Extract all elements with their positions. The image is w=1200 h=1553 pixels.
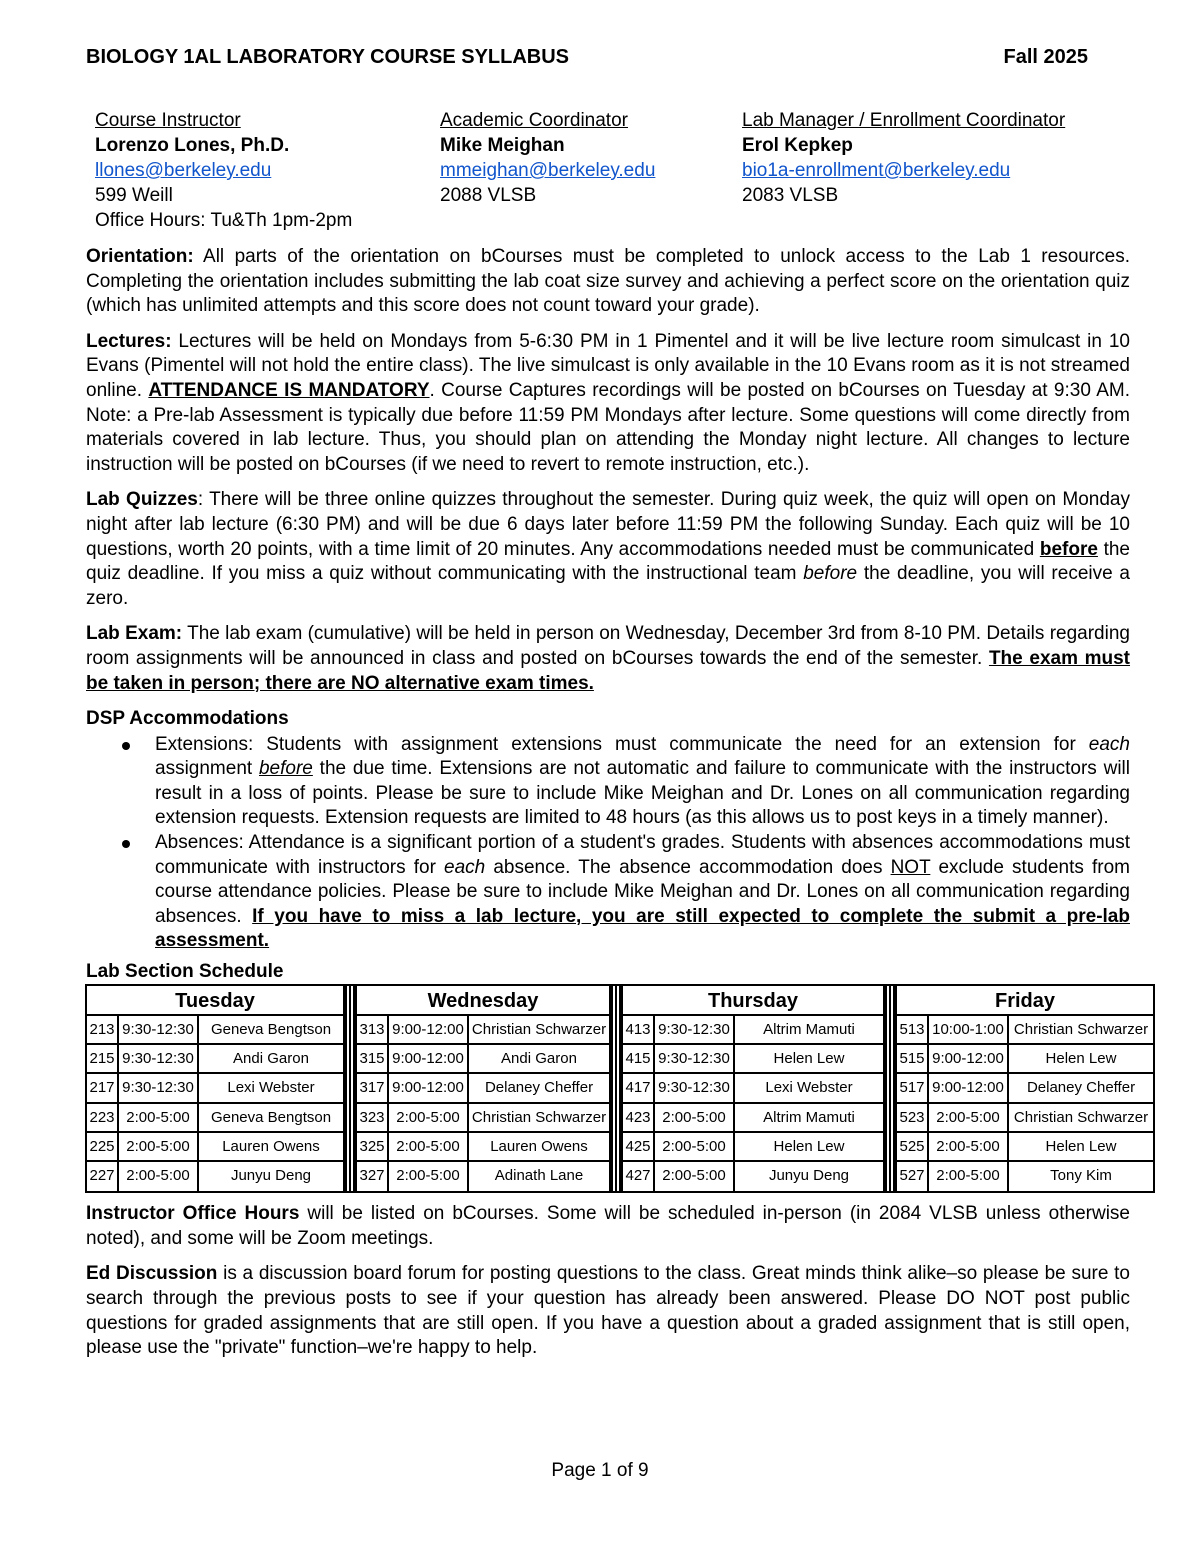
exam-heading: Lab Exam: [86,623,183,645]
list-item-extensions [86,733,1130,831]
section-instructor: Christian Schwarzer [1013,1021,1149,1039]
section-instructor: Helen Lew [773,1050,845,1068]
quizzes-text: : There will be three online quizzes throughout the semester. During quiz week, the quiz will open on Monday night after lab lecture (6:30 PM) and will be due 6 days later before 11:59 PM the following Sunday. Each quiz will be 10 questions, worth 20 points, with a time limit of 20 minutes. Any accommodations needed must be communicated [86,489,1130,560]
absences-each: each [444,856,486,878]
section-time: 2:00-5:00 [119,1104,199,1131]
section-time: 2:00-5:00 [655,1162,735,1191]
quizzes-heading: Lab Quizzes [86,489,198,511]
table-row [87,1104,343,1133]
section-number: 413 [623,1016,655,1043]
table-row [357,1045,609,1074]
schedule-day-2 [621,984,885,1193]
section-number: 317 [357,1074,389,1101]
quizzes-before-emph: before [1039,538,1098,560]
table-row [357,1104,609,1133]
ed-discussion-paragraph [86,1262,1130,1360]
extensions-before: before [258,758,313,780]
orientation-heading: Orientation: [86,246,194,267]
table-row [623,1016,883,1045]
day-separator [345,984,355,1193]
table-row [87,1133,343,1162]
dsp-list [86,733,1130,954]
section-time: 2:00-5:00 [389,1162,469,1191]
extensions-each: each [1088,733,1130,755]
table-row [897,1104,1153,1133]
schedule-heading: Lab Section Schedule [86,961,284,983]
section-number: 513 [897,1016,929,1043]
page-header [86,46,1088,72]
attendance-mandatory: ATTENDANCE IS MANDATORY [148,379,430,401]
section-number: 313 [357,1016,389,1043]
section-number: 523 [897,1104,929,1131]
section-instructor: Helen Lew [773,1137,845,1155]
section-time: 9:00-12:00 [389,1045,469,1072]
section-time: 2:00-5:00 [655,1104,735,1131]
section-number: 225 [87,1133,119,1160]
table-row [897,1133,1153,1162]
quizzes-before-italic: before [803,563,858,585]
section-number: 327 [357,1162,389,1191]
contact-office: 2083 VLSB [742,185,839,206]
section-number: 325 [357,1133,389,1160]
section-instructor: Lauren Owens [222,1137,320,1155]
coordinator-contact [440,108,655,208]
contact-name: Lorenzo Lones, Ph.D. [95,135,290,156]
section-number: 315 [357,1045,389,1072]
section-number: 423 [623,1104,655,1131]
contact-role: Course Instructor [95,110,241,131]
quizzes-text-cont: the quiz deadline. If you miss a quiz without communicating with the instructional team [86,538,1130,585]
section-instructor: Adinath Lane [494,1166,584,1184]
section-time: 2:00-5:00 [655,1133,735,1160]
table-row [897,1016,1153,1045]
day-header: Tuesday [87,986,343,1016]
section-time: 9:30-12:30 [655,1045,735,1072]
document-title: BIOLOGY 1AL LABORATORY COURSE SYLLABUS [86,46,570,68]
table-row [357,1074,609,1103]
section-instructor: Andi Garon [501,1050,577,1068]
section-instructor: Geneva Bengtson [210,1108,332,1126]
dsp-heading: DSP Accommodations [86,708,289,730]
section-instructor: Tony Kim [1050,1166,1112,1184]
day-header: Friday [897,986,1153,1016]
absences-text: Absences: Attendance is a significant portion of a student's grades. Students with absences accommodations must communicate with instructors for [155,832,1130,878]
section-time: 9:00-12:00 [389,1074,469,1101]
section-number: 215 [87,1045,119,1072]
section-time: 9:00-12:00 [929,1045,1009,1072]
section-time: 9:30-12:30 [655,1016,735,1043]
day-header: Wednesday [357,986,609,1016]
day-separator [885,984,895,1193]
section-time: 2:00-5:00 [389,1104,469,1131]
term-label: Fall 2025 [1003,46,1088,68]
section-time: 2:00-5:00 [929,1104,1009,1131]
exam-paragraph [86,622,1130,696]
section-number: 213 [87,1016,119,1043]
office-hours-paragraph [86,1202,1130,1251]
contact-office: 599 Weill [95,185,173,206]
section-number: 217 [87,1074,119,1101]
section-number: 417 [623,1074,655,1101]
office-hours-text: will be listed on bCourses. Some will be scheduled in-person (in 2084 VLSB unless otherwise noted), and some will be Zoom meetings. [86,1203,1130,1249]
section-number: 515 [897,1045,929,1072]
syllabus-body [86,245,1149,1372]
section-number: 527 [897,1162,929,1191]
section-instructor: Lexi Webster [227,1079,315,1097]
section-instructor: Lexi Webster [765,1079,853,1097]
lectures-text: Lectures will be held on Mondays from 5-6:30 PM in 1 Pimentel and it will be live lecture room simulcast in 10 Evans (Pimentel will not hold the entire class). The live simulcast is only available in the 10 Evans room as it is not streamed online. [86,330,1130,401]
exam-in-person-notice: The exam must be taken in person; there are NO alternative exam times. [86,647,1131,694]
section-instructor: Helen Lew [1045,1050,1117,1068]
quizzes-text-end: the deadline, you will receive a zero. [86,563,1130,609]
section-time: 2:00-5:00 [929,1162,1009,1191]
section-instructor: Lauren Owens [490,1137,588,1155]
section-number: 517 [897,1074,929,1101]
list-item-absences [86,831,1130,954]
section-instructor: Junyu Deng [230,1166,312,1184]
contact-email-link[interactable]: mmeighan@berkeley.edu [440,160,656,181]
section-instructor: Junyu Deng [768,1166,850,1184]
table-row [623,1074,883,1103]
schedule-day-3 [895,984,1155,1193]
table-row [357,1016,609,1045]
orientation-paragraph [86,245,1130,319]
table-row [357,1133,609,1162]
section-time: 2:00-5:00 [929,1133,1009,1160]
day-header: Thursday [623,986,883,1016]
orientation-text: All parts of the orientation on bCourses must be completed to unlock access to the Lab 1 resources. Completing the orientation includes submitting the lab coat size survey and achieving a perfect score on the orientation quiz (which has unlimited attempts and this score does not count toward your grade). [86,246,1130,317]
section-instructor: Christian Schwarzer [471,1108,607,1126]
table-row [87,1016,343,1045]
section-instructor: Altrim Mamuti [763,1108,855,1126]
contact-role: Lab Manager / Enrollment Coordinator [742,110,1066,131]
table-row [357,1162,609,1191]
table-row [623,1162,883,1191]
section-time: 2:00-5:00 [119,1162,199,1191]
extensions-text: Extensions: Students with assignment extensions must communicate the need for an extension for [155,733,1089,755]
section-time: 9:30-12:30 [119,1074,199,1101]
section-time: 2:00-5:00 [119,1133,199,1160]
section-number: 425 [623,1133,655,1160]
section-instructor: Delaney Cheffer [484,1079,594,1097]
lab-manager-contact [742,108,1065,208]
exam-text: The lab exam (cumulative) will be held in person on Wednesday, December 3rd from 8-10 PM. Details regarding room assignments will be announced in class and posted on bCourses towards the end of the semester. [86,623,1130,669]
lab-section-schedule [85,984,1161,1193]
office-hours-heading: Instructor Office Hours [86,1203,300,1225]
absences-not: NOT [890,856,931,878]
section-instructor: Altrim Mamuti [763,1021,855,1039]
table-row [87,1045,343,1074]
section-instructor: Geneva Bengtson [210,1021,332,1039]
page-number: Page 1 of 9 [551,1460,649,1481]
contact-name: Erol Kepkep [742,135,853,156]
section-number: 323 [357,1104,389,1131]
contact-office: 2088 VLSB [440,185,537,206]
absences-prelab-notice: If you have to miss a lab lecture, you are still expected to complete the submit a pre-lab assessment. [155,905,1130,952]
ed-discussion-heading: Ed Discussion [86,1263,218,1285]
table-row [87,1162,343,1191]
section-instructor: Helen Lew [1045,1137,1117,1155]
section-time: 10:00-1:00 [929,1016,1009,1043]
lectures-heading: Lectures: [86,330,172,352]
bullet-icon [122,742,130,750]
section-number: 223 [87,1104,119,1131]
contact-email-link[interactable]: bio1a-enrollment@berkeley.edu [742,160,1011,181]
section-time: 2:00-5:00 [389,1133,469,1160]
lectures-paragraph [86,330,1130,478]
absences-text-2: absence. The absence accommodation does [485,856,891,878]
absences-text-3: exclude students from course attendance policies. Please be sure to include Mike Meighan and Dr. Lones on all communication regarding absences. [155,856,1130,927]
section-time: 9:30-12:30 [655,1074,735,1101]
table-row [623,1104,883,1133]
extensions-text-2: assignment [155,758,259,780]
section-number: 427 [623,1162,655,1191]
table-row [897,1162,1153,1191]
section-instructor: Delaney Cheffer [1026,1079,1136,1097]
table-row [897,1074,1153,1103]
extensions-text-3: the due time. Extensions are not automatic and failure to communicate with the instructors will result in a loss of points. Please be sure to include Mike Meighan and Dr. Lones on all communication regarding extension requests. Extension requests are limited to 48 hours (as this allows us to post keys in a timely manner). [155,758,1130,829]
table-row [623,1133,883,1162]
contact-role: Academic Coordinator [440,110,628,131]
section-instructor: Christian Schwarzer [471,1021,607,1039]
section-number: 227 [87,1162,119,1191]
contact-name: Mike Meighan [440,135,565,156]
bullet-icon [122,840,130,848]
section-time: 9:30-12:30 [119,1045,199,1072]
schedule-day-1 [355,984,611,1193]
section-time: 9:30-12:30 [119,1016,199,1043]
ed-discussion-text: is a discussion board forum for posting questions to the class. Great minds think alike–so please be sure to search through the previous posts to see if your question has already been answered. Please DO NOT post public questions for graded assignments that are still open. If you have a question about a graded assignment that is still open, please use the "private" function–we're happy to help. [86,1263,1131,1359]
instructor-contact [95,108,352,233]
section-instructor: Christian Schwarzer [1013,1108,1149,1126]
table-row [623,1045,883,1074]
contact-email-link[interactable]: llones@berkeley.edu [95,160,272,181]
contact-hours: Office Hours: Tu&Th 1pm-2pm [95,210,353,231]
table-row [897,1045,1153,1074]
quizzes-paragraph [86,488,1130,611]
day-separator [611,984,621,1193]
section-time: 9:00-12:00 [389,1016,469,1043]
section-instructor: Andi Garon [233,1050,309,1068]
lectures-text-cont: . Course Captures recordings will be posted on bCourses on Tuesday at 9:30 AM. Note: a Pre-lab Assessment is typically due before 11:59 PM Mondays after lecture. Some questions will come directly from materials covered in lab lecture. Thus, you should plan on attending the Monday night lecture. All changes to lecture instruction will be posted on bCourses (if we need to revert to remote instruction, etc.). [86,379,1130,475]
schedule-day-0 [85,984,345,1193]
section-number: 525 [897,1133,929,1160]
table-row [87,1074,343,1103]
section-number: 415 [623,1045,655,1072]
section-time: 9:00-12:00 [929,1074,1009,1101]
